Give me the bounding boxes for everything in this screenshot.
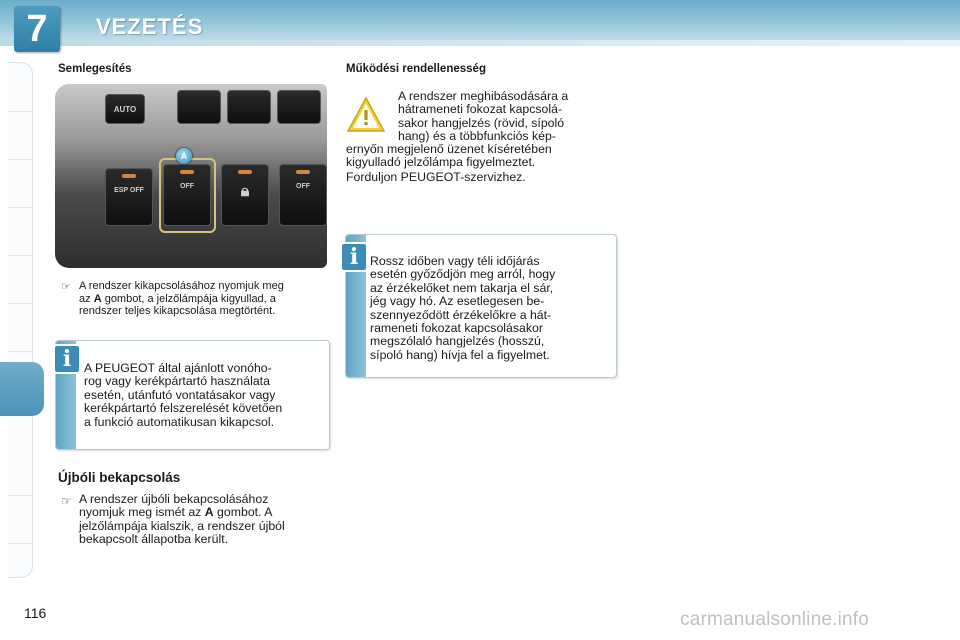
- header-accent-strip: [0, 40, 960, 46]
- lock-led: [238, 170, 252, 174]
- bullet-icon: ☞: [61, 281, 71, 293]
- section-heading-neutralization: Semlegesítés: [58, 63, 132, 75]
- bullet1-line2-post: gombot, a jelzőlámpája kigyullad, a: [101, 292, 276, 305]
- bullet2-line2-bold: A: [204, 505, 214, 520]
- info-towbar-text: [84, 362, 322, 429]
- recirculation-button-photo: [277, 90, 321, 124]
- bullet2-line2-pre: nyomjuk meg ismét az: [79, 505, 205, 520]
- info2-line: jég vagy hó. Az esetlegesen be-: [370, 294, 545, 309]
- bullet2-line2: [79, 506, 329, 519]
- info1-line: a funkció automatikusan kikapcsol.: [84, 414, 275, 429]
- button-a-highlight-frame: [159, 158, 216, 233]
- bullet1-line3: rendszer teljes kikapcsolása megtörtént.: [79, 305, 276, 317]
- warning-full-line: kigyulladó jelzőlámpa figyelmeztet.: [346, 155, 536, 170]
- warning-triangle-icon: [346, 96, 386, 134]
- warning-full-line: ernyőn megjelenő üzenet kíséretében: [346, 142, 552, 156]
- info2-line: sípoló hang) hívja fel a figyelmet.: [370, 347, 550, 362]
- info-box-towbar: [55, 340, 330, 450]
- bullet2-line1: A rendszer újbóli bekapcsolásához: [79, 492, 269, 506]
- rear-defrost-button-photo: [227, 90, 271, 124]
- chapter-title: VEZETÉS: [96, 14, 204, 39]
- watermark-text: carmanualsonline.info: [680, 609, 870, 630]
- lock-button-photo: [221, 164, 269, 226]
- bullet1-line2-bold: A: [93, 292, 102, 305]
- info2-line: az érzékelőket nem takarja el sár,: [370, 280, 554, 295]
- info1-line: esetén, utánfutó vontatásakor vagy: [84, 387, 276, 402]
- bullet1-line2-pre: az: [79, 292, 94, 305]
- speaker-label: OFF: [296, 183, 310, 190]
- tab-divider: [8, 255, 32, 256]
- esp-led: [122, 174, 136, 178]
- bullet2-line2-post: gombot. A: [213, 505, 273, 520]
- info-icon: i: [55, 346, 79, 372]
- tab-divider: [8, 207, 32, 208]
- section-heading-malfunction: Működési rendellenesség: [346, 63, 486, 75]
- defrost-button-photo: [177, 90, 221, 124]
- info2-line: megszólaló hangjelzés (hosszú,: [370, 334, 545, 349]
- info2-line: szennyeződött érzékelőkre a hát-: [370, 307, 552, 322]
- tab-divider: [8, 351, 32, 352]
- bullet-reactivation-instruction: [79, 493, 329, 547]
- page-number: 116: [24, 605, 47, 621]
- bullet2-line3: jelzőlámpája kialszik, a rendszer újból: [79, 518, 285, 533]
- chapter-number-badge: 7: [14, 6, 60, 52]
- bullet1-line1: A rendszer kikapcsolásához nyomjuk meg: [79, 280, 284, 292]
- tab-divider: [8, 543, 32, 544]
- info2-line: Rossz időben vagy téli időjárás: [370, 254, 540, 268]
- speaker-button-photo: [279, 164, 327, 226]
- warning-line: hang) és a többfunkciós kép-: [398, 129, 556, 144]
- speaker-led: [296, 170, 310, 174]
- warning-line: A rendszer meghibásodására a: [398, 89, 569, 103]
- lock-icon: 🔒︎: [240, 183, 250, 200]
- auto-button-photo: [105, 94, 145, 124]
- active-chapter-tab[interactable]: [0, 362, 44, 416]
- bullet-icon: ☞: [61, 494, 72, 508]
- auto-label: AUTO: [113, 105, 137, 114]
- tab-divider: [8, 495, 32, 496]
- bullet2-line4: bekapcsolt állapotba került.: [79, 532, 229, 547]
- warning-text-full: [346, 143, 615, 170]
- bullet1-line2: [79, 293, 329, 306]
- warning-line: hátrameneti fokozat kapcsolá-: [398, 102, 563, 117]
- esp-label: ESP OFF: [114, 187, 144, 194]
- info1-line: rog vagy kerékpártartó használata: [84, 374, 270, 389]
- warning-text-indented: [398, 90, 615, 144]
- info2-line: esetén győződjön meg arról, hogy: [370, 267, 556, 282]
- info1-line: kerékpártartó felszerelését követően: [84, 401, 283, 416]
- tab-divider: [8, 159, 32, 160]
- info-box-weather: [345, 234, 617, 378]
- service-note: Forduljon PEUGEOT-szervizhez.: [346, 170, 526, 184]
- parking-sensor-label: OFF: [180, 183, 194, 190]
- warning-line: sakor hangjelzés (rövid, sípoló: [398, 115, 565, 130]
- info2-line: rameneti fokozat kapcsolásakor: [370, 321, 543, 336]
- bullet-disable-instruction: [79, 280, 329, 318]
- info-icon: i: [342, 244, 366, 270]
- tab-divider: [8, 303, 32, 304]
- callout-a-badge: A: [176, 148, 192, 164]
- tab-divider: [8, 111, 32, 112]
- info1-line: A PEUGEOT által ajánlott vonóho-: [84, 361, 272, 375]
- info-weather-text: [370, 255, 610, 362]
- chapter-tab-strip: [8, 62, 33, 578]
- dashboard-buttons-photo: [55, 84, 327, 268]
- section-heading-reactivation: Újbóli bekapcsolás: [58, 470, 181, 485]
- esp-button-photo: [105, 168, 153, 226]
